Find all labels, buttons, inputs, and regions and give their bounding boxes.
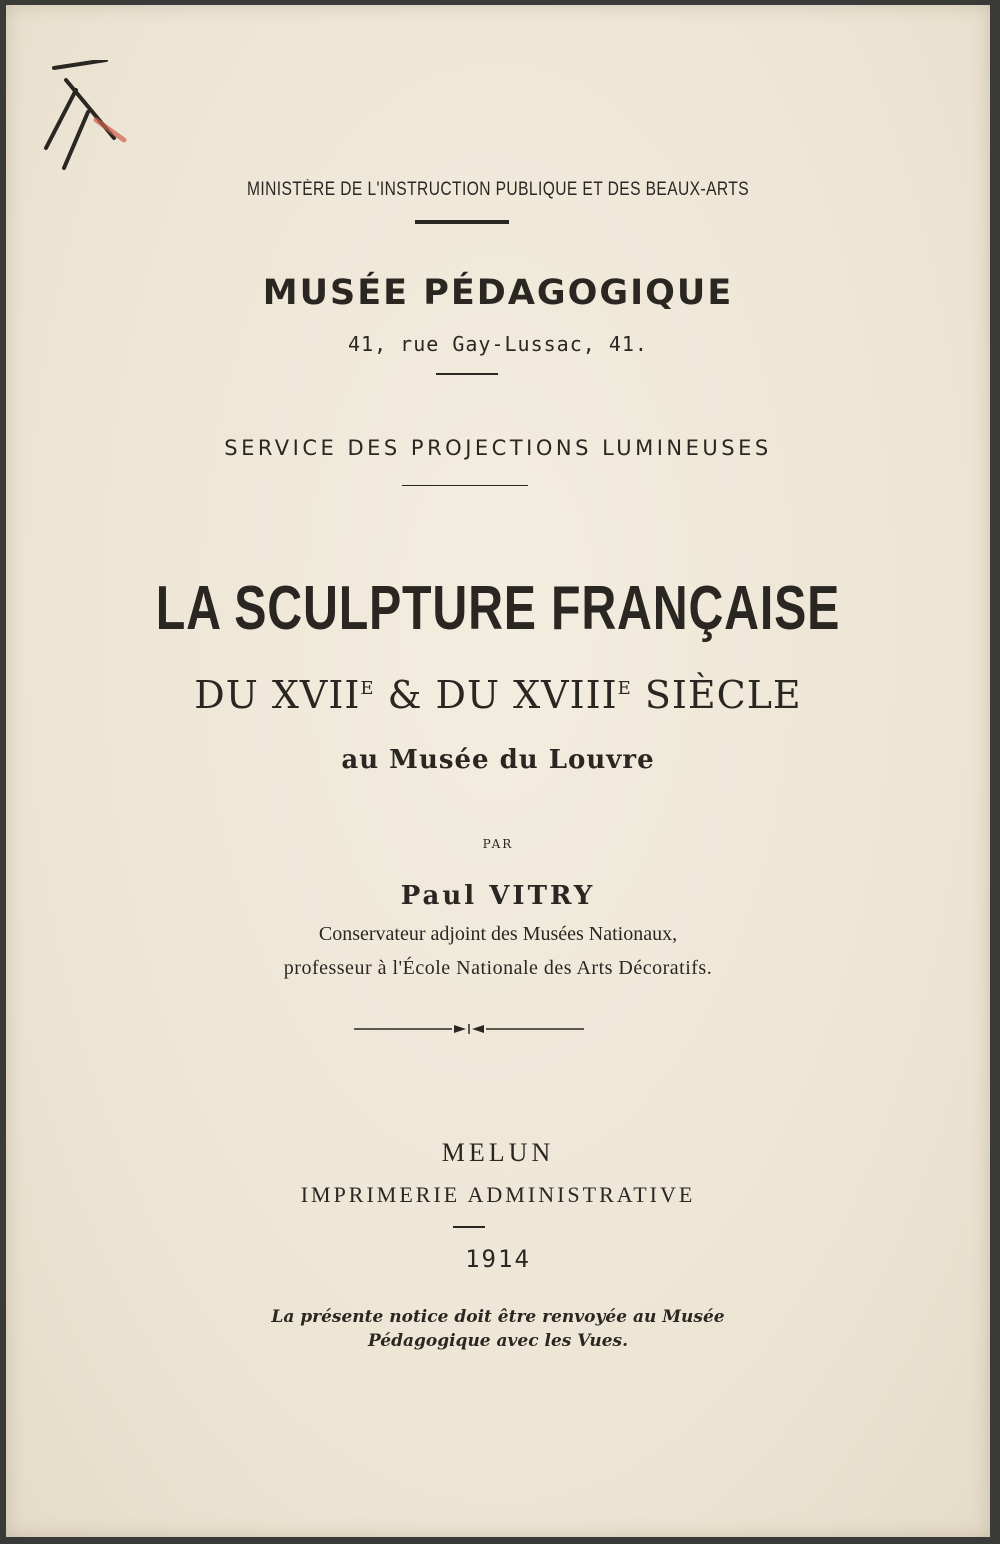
notice-line-1: La présente notice doit être renvoyée au Musée — [271, 1307, 725, 1327]
author-name: Paul VITRY — [400, 881, 596, 911]
location-line: au Musée du Louvre — [341, 745, 655, 775]
notice-line-2: Pédagogique avec les Vues. — [367, 1331, 629, 1351]
author-role-2: professeur à l'École Nationale des Arts Décoratifs. — [283, 957, 713, 979]
divider-1 — [415, 220, 509, 224]
museum-address: 41, rue Gay-Lussac, 41. — [348, 332, 648, 356]
imprint-printer: IMPRIMERIE ADMINISTRATIVE — [300, 1182, 696, 1207]
ministry-line: MINISTÈRE DE L'INSTRUCTION PUBLIQUE ET DES BEAUX-ARTS — [246, 179, 749, 200]
document-page — [6, 5, 990, 1537]
subtitle-part-3: SIÈCLE — [631, 673, 802, 717]
subtitle-sup-2: E — [617, 678, 632, 699]
subtitle-part-2: & DU XVIII — [374, 673, 618, 717]
subtitle-part-1: DU XVII — [194, 673, 361, 717]
handwritten-number — [36, 60, 136, 180]
museum-name: MUSÉE PÉDAGOGIQUE — [262, 273, 734, 313]
service-line: SERVICE DES PROJECTIONS LUMINEUSES — [224, 436, 772, 460]
divider-4 — [453, 1226, 485, 1228]
divider-2 — [436, 373, 498, 375]
main-title: LA SCULPTURE FRANÇAISE — [155, 574, 841, 643]
imprint-year: 1914 — [465, 1245, 531, 1273]
imprint-city: MELUN — [441, 1138, 555, 1167]
subtitle — [6, 673, 990, 717]
par-label: PAR — [482, 837, 514, 851]
ornament-divider — [354, 1023, 584, 1035]
subtitle-sup-1: E — [360, 678, 375, 699]
divider-3 — [402, 485, 528, 486]
author-role-1: Conservateur adjoint des Musées Nationaux, — [318, 923, 678, 945]
